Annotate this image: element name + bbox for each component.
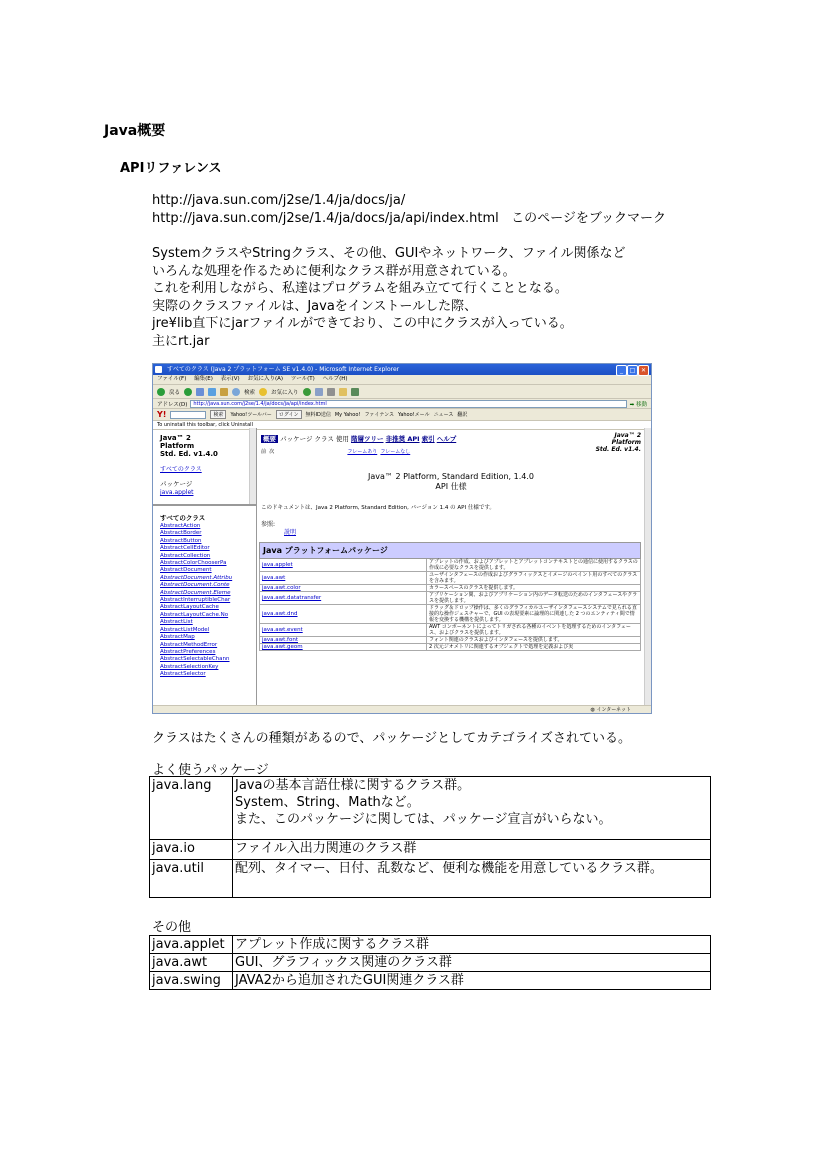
page-content: [153, 428, 651, 705]
class-link[interactable]: AbstractSelectionKey: [160, 663, 219, 670]
table-row: [260, 559, 641, 572]
class-link[interactable]: AbstractMap: [160, 634, 195, 641]
reference-label: 参照:: [261, 521, 276, 528]
class-link[interactable]: AbstractDocument.Attribu: [160, 574, 233, 581]
table-row: [260, 585, 641, 592]
nav-help[interactable]: ヘルプ: [436, 435, 457, 443]
subsection-heading: APIリファレンス: [120, 161, 222, 176]
table-row: [260, 624, 641, 637]
nav-deprecated[interactable]: 非推奨 API: [385, 435, 420, 443]
yahoo-logo[interactable]: Y!: [157, 410, 167, 419]
table-row: [260, 644, 641, 651]
package-name: java.swing: [150, 972, 233, 990]
yahoo-news[interactable]: ニュース: [433, 412, 454, 418]
bookmark-note: このページをブックマーク: [511, 210, 667, 226]
class-link[interactable]: AbstractLayoutCache: [160, 604, 219, 611]
package-table: [259, 542, 641, 651]
class-link[interactable]: AbstractCellEditor: [160, 545, 210, 552]
scrollbar[interactable]: [249, 428, 256, 504]
yahoo-search-input[interactable]: [170, 411, 206, 419]
messenger-icon[interactable]: [351, 388, 359, 396]
scrollbar[interactable]: [644, 428, 651, 705]
search-label[interactable]: 検索: [244, 389, 256, 396]
address-bar: [153, 399, 651, 409]
nav-tree[interactable]: 階層ツリー: [351, 435, 384, 443]
package-desc: アプレット作成に関するクラス群: [233, 936, 711, 954]
yahoo-toolbar: [153, 409, 651, 421]
side-title-line: Std. Ed. v1.4.: [595, 446, 641, 453]
browser-screenshot: [152, 363, 652, 714]
favorites-icon[interactable]: [259, 388, 267, 396]
table-row: [150, 972, 711, 990]
left-frames: [153, 428, 257, 705]
class-link[interactable]: AbstractDocument: [160, 567, 212, 574]
nav-prev: 前: [261, 449, 267, 455]
yahoo-mail[interactable]: Yahoo!メール: [397, 412, 430, 418]
yahoo-free-id[interactable]: 無料ID送信: [305, 412, 331, 418]
table-row: [260, 605, 641, 624]
package-desc: ユーザインタフェースの作成およびグラフィックスとイメージのペイント用のすべてのクラスを含みます。: [427, 572, 641, 585]
browser-toolbar: [153, 385, 651, 399]
package-desc: GUI、グラフィックス関連のクラス群: [233, 954, 711, 972]
ie-icon: [155, 366, 162, 373]
platform-title-line: Std. Ed. v1.4.0: [160, 450, 218, 458]
minimize-icon[interactable]: _: [616, 365, 627, 376]
package-desc: ファイル入出力関連のクラス群: [233, 840, 711, 860]
package-table-header: Java プラットフォームパッケージ: [260, 543, 641, 559]
package-desc: カラースペースのクラスを提供します。: [427, 585, 641, 592]
home-icon[interactable]: [220, 388, 228, 396]
class-link[interactable]: AbstractListModel: [160, 626, 210, 633]
address-label: アドレス(D): [157, 401, 188, 408]
class-link[interactable]: AbstractDocument.Conte: [160, 582, 230, 589]
class-link[interactable]: AbstractBorder: [160, 530, 202, 537]
api-title-line: API 仕様: [435, 482, 467, 491]
package-desc: [233, 777, 711, 840]
close-icon[interactable]: ✕: [638, 365, 649, 376]
all-classes-link[interactable]: すべてのクラス: [160, 466, 202, 473]
nav-next: 次: [269, 449, 275, 455]
class-link[interactable]: AbstractSelectableChann: [160, 656, 230, 663]
api-intro: このドキュメントは、Java 2 Platform, Standard Edition, バージョン 1.4 の API 仕様です。: [261, 505, 495, 511]
url-docs: http://java.sun.com/j2se/1.4/ja/docs/ja/: [152, 193, 406, 208]
package-list-frame: [153, 428, 256, 506]
desc-line: これを利用しながら、私達はプログラムを組み立てて行くこととなる。: [152, 281, 568, 296]
section-heading: Java概要: [104, 123, 166, 139]
desc-line: 実際のクラスファイルは、Javaをインストールした際、: [152, 298, 478, 314]
package-desc: アプリケーション間、およびアプリケーション内のデータ転送のためのインタフェースやクラスを提供します。: [427, 592, 641, 605]
folder-icon[interactable]: [339, 388, 347, 396]
package-desc: フォント関連のクラスおよびインタフェースを提供します。: [427, 637, 641, 644]
side-title-line: Java™ 2: [614, 432, 641, 439]
window-title: すべてのクラス (Java 2 プラットフォーム SE v1.4.0) - Microsoft Internet Explorer: [167, 366, 400, 373]
url-api: http://java.sun.com/j2se/1.4/ja/docs/ja/api/index.html: [152, 210, 499, 226]
package-desc: アプレットの作成、およびアプレットとアプレットコンテキストとの通信に使用するクラスの作成に必要なクラスを提供します。: [427, 559, 641, 572]
back-icon[interactable]: [157, 388, 165, 396]
table-row: [150, 840, 711, 860]
history-icon[interactable]: [303, 388, 311, 396]
class-link[interactable]: AbstractInterruptibleChar: [160, 597, 231, 604]
url-api-line: [152, 210, 666, 228]
forward-icon[interactable]: [184, 388, 192, 396]
nav-use: 使用: [335, 435, 349, 443]
desc-line: いろんな処理を作るために便利なクラス群が用意されている。: [152, 263, 516, 279]
window-titlebar: [153, 364, 651, 375]
package-link[interactable]: java.applet: [160, 489, 194, 496]
status-zone: [590, 706, 631, 714]
address-input[interactable]: http://java.sun.com/j2se/1.4/ja/docs/ja/api/index.html: [190, 400, 626, 408]
desc-line: SystemクラスやStringクラス、その他、GUIやネットワーク、ファイル関係など: [152, 246, 626, 261]
all-classes-heading: すべてのクラス: [160, 514, 206, 522]
mail-icon[interactable]: [315, 388, 323, 396]
menu-help[interactable]: ヘルプ(H): [322, 376, 348, 382]
nav-package: パッケージ: [280, 435, 313, 443]
desc-line: Javaの基本言語仕様に関するクラス群。: [235, 778, 471, 793]
desc-line: jre¥lib直下にjarファイルができており、この中にクラスが入っている。: [152, 316, 573, 331]
class-link[interactable]: AbstractMethodError: [160, 641, 218, 648]
package-link[interactable]: java.awt.geom: [260, 644, 427, 651]
package-name: java.applet: [150, 936, 233, 954]
package-name: java.io: [150, 840, 233, 860]
package-name: java.util: [150, 860, 233, 898]
table-row: [260, 572, 641, 585]
table-row: [150, 860, 711, 898]
nav-index[interactable]: 索引: [421, 435, 435, 443]
api-title-line: Java™ 2 Platform, Standard Edition, 1.4.0: [368, 472, 534, 481]
package-link[interactable]: java.awt: [260, 572, 427, 585]
package-link[interactable]: java.awt.color: [260, 585, 427, 592]
refresh-icon[interactable]: [208, 388, 216, 396]
table-row: [150, 954, 711, 972]
platform-title: [160, 434, 218, 458]
reference-link[interactable]: 説明: [284, 529, 297, 536]
packages-label: パッケージ: [160, 480, 193, 488]
class-link[interactable]: AbstractPreferences: [160, 648, 216, 655]
class-list-frame: [153, 508, 256, 705]
main-frame: [257, 428, 651, 705]
yahoo-my[interactable]: My Yahoo!: [334, 411, 361, 418]
package-name: java.lang: [150, 777, 233, 840]
platform-title-line: Platform: [160, 442, 195, 450]
desc-line: System、String、Mathなど。: [235, 795, 420, 810]
package-link[interactable]: java.applet: [260, 559, 427, 572]
nav-overview[interactable]: 概要: [263, 435, 276, 443]
api-title: [257, 472, 645, 492]
package-link[interactable]: java.awt.dnd: [260, 605, 427, 624]
description-paragraph: [152, 245, 626, 350]
maximize-icon[interactable]: □: [627, 365, 638, 376]
table-row: [150, 936, 711, 954]
menu-file[interactable]: ファイル(F): [157, 376, 187, 382]
nav-bar: [261, 434, 456, 443]
table-row: [260, 637, 641, 644]
package-link[interactable]: java.awt.event: [260, 624, 427, 637]
package-desc: JAVA2から追加されたGUI関連クラス群: [233, 972, 711, 990]
nav-subrow: [261, 448, 410, 455]
globe-icon: ◍: [590, 707, 597, 713]
print-icon[interactable]: [327, 388, 335, 396]
class-link[interactable]: AbstractLayoutCache.No: [160, 611, 229, 618]
side-title: [596, 432, 641, 453]
go-button[interactable]: ➡ 移動: [629, 401, 647, 408]
status-bar: [153, 705, 651, 714]
favorites-label[interactable]: お気に入り: [271, 389, 299, 396]
status-zone-label: インターネット: [596, 707, 631, 713]
table-row: [150, 777, 711, 840]
class-link[interactable]: AbstractList: [160, 619, 193, 626]
common-packages-title: よく使うパッケージ: [152, 763, 269, 778]
package-desc: AWT コンポーネントによってトリガされる各種のイベントを処理するためのインタフェース、およびクラスを提供します。: [427, 624, 641, 637]
package-link[interactable]: java.awt.datatransfer: [260, 592, 427, 605]
yahoo-search-button[interactable]: 検索: [210, 410, 226, 419]
desc-line: 主にrt.jar: [152, 333, 210, 349]
reference-urls: [152, 192, 666, 227]
caption: クラスはたくさんの種類があるので、パッケージとしてカテゴライズされている。: [152, 731, 632, 746]
menu-bar: [153, 375, 651, 385]
search-icon[interactable]: [232, 388, 240, 396]
other-packages-table: [149, 935, 711, 990]
menu-tools[interactable]: ツール(T): [290, 376, 315, 382]
class-link[interactable]: AbstractButton: [160, 537, 202, 544]
yahoo-login-button[interactable]: ログイン: [276, 410, 302, 419]
yahoo-translate[interactable]: 翻訳: [457, 412, 468, 418]
class-link[interactable]: AbstractAction: [160, 523, 201, 529]
desc-line: また、このパッケージに関しては、パッケージ宣言がいらない。: [235, 812, 612, 827]
package-desc: 配列、タイマー、日付、乱数など、便利な機能を用意しているクラス群。: [233, 860, 711, 898]
class-link[interactable]: AbstractCollection: [160, 552, 211, 559]
class-link[interactable]: AbstractColorChooserPa: [160, 560, 227, 567]
class-link[interactable]: AbstractSelector: [160, 671, 206, 678]
menu-edit[interactable]: 編集(E): [194, 376, 213, 382]
yahoo-finance[interactable]: ファイナンス: [364, 412, 394, 418]
nav-frames[interactable]: フレームあり: [347, 449, 378, 455]
table-row: [260, 592, 641, 605]
other-packages-title: その他: [152, 920, 192, 935]
uninstall-notice[interactable]: To uninstall this toolbar, click Uninstall: [153, 421, 651, 430]
package-name: java.awt: [150, 954, 233, 972]
package-link[interactable]: java.awt.font: [260, 637, 427, 644]
package-desc: ドラッグ＆ドロップ操作は、多くのグラフィカルユーザインタフェースシステムで見られる直接的な操作ジェスチャーで、GUI の表現要素に論理的に関連した 2 つのエンティティ間で情報を変換する機構を提供します。: [427, 605, 641, 624]
stop-icon[interactable]: [196, 388, 204, 396]
yahoo-toolbar-menu[interactable]: Yahoo!ツールバー: [230, 412, 272, 418]
nav-noframes[interactable]: フレームなし: [380, 449, 411, 455]
back-label[interactable]: 戻る: [169, 389, 181, 396]
nav-class: クラス: [314, 435, 334, 443]
go-label: 移動: [635, 401, 647, 408]
class-link[interactable]: AbstractDocument.Eleme: [160, 589, 231, 596]
side-title-line: Platform: [611, 439, 641, 446]
menu-view[interactable]: 表示(V): [220, 376, 240, 382]
platform-title-line: Java™ 2: [160, 434, 191, 442]
package-desc: 2 次元ジオメトリに関連するオブジェクトで処理を定義および実: [427, 644, 641, 651]
class-list: [160, 523, 254, 679]
common-packages-table: [149, 776, 711, 898]
menu-favorites[interactable]: お気に入り(A): [247, 376, 284, 382]
